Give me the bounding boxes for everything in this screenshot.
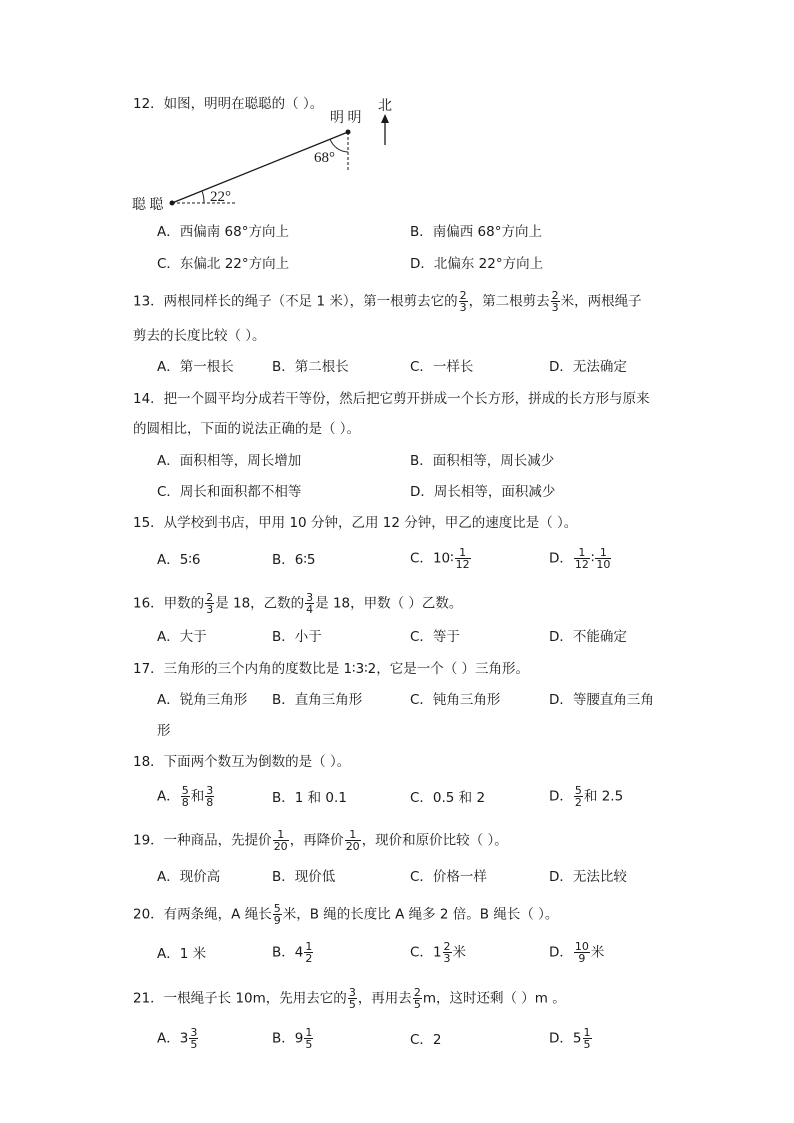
question-18-stem: 18．下面两个数互为倒数的是（ ）。 [133,754,351,770]
q20-option-b[interactable]: B．4 $\frac{1}{2}$ [272,940,313,965]
question-13-stem: 13．两根同样长的绳子（不足 1 米），第一根剪去它的 $\frac{2}{3}$ ，第二根剪去 $\frac{2}{3}$ 米，两根绳子 [133,289,642,314]
fraction: $\frac{3}{4}$ [306,591,314,616]
fraction: $\frac{2}{3}$ [443,940,451,965]
question-21-stem: 21．一根绳子长 10m，先用去它的 $\frac{3}{5}$ ，再用去 $\frac{2}{5}$ m，这时还剩（ ）m 。 [133,986,566,1011]
line-between-people [172,132,348,203]
q17-option-a[interactable]: A．锐角三角形 [157,692,248,708]
q18-option-a[interactable]: A． $\frac{5}{8}$ 和 $\frac{3}{8}$ [157,784,214,809]
fraction: $\frac{3}{8}$ [206,784,214,809]
q12-option-c[interactable]: C．东偏北 22°方向上 [157,256,290,272]
q13-option-d[interactable]: D．无法确定 [549,359,627,375]
q19-option-d[interactable]: D．无法比较 [549,869,627,885]
fraction: $\frac{1}{10}$ [596,546,611,571]
fraction: $\frac{1}{2}$ [305,940,313,965]
q21-option-a[interactable]: A．3 $\frac{3}{5}$ [157,1026,198,1051]
fraction: $\frac{2}{3}$ [551,289,559,314]
q12-option-a[interactable]: A．西偏南 68°方向上 [157,224,289,240]
q13-option-a[interactable]: A．第一根长 [157,359,234,375]
q15-option-a[interactable]: A．5∶6 [157,552,201,568]
question-20-stem: 20．有两条绳，A 绳长 $\frac{5}{9}$ 米，B 绳的长度比 A 绳多 2 倍。B 绳长（ ）。 [133,902,559,927]
q14-option-a[interactable]: A．面积相等，周长增加 [157,453,302,469]
question-12-stem: 12．如图，明明在聪聪的（ ）。 [133,96,324,112]
q12-option-b[interactable]: B．南偏西 68°方向上 [410,224,542,240]
q19-option-b[interactable]: B．现价低 [272,869,336,885]
fraction: $\frac{2}{3}$ [206,591,214,616]
fraction: $\frac{1}{20}$ [345,828,360,853]
fraction: $\frac{2}{3}$ [459,289,467,314]
fraction: $\frac{2}{5}$ [413,986,421,1011]
question-19-stem: 19．一种商品，先提价 $\frac{1}{20}$ ，再降价 $\frac{1}{20}$ ，现价和原价比较（ ）。 [133,828,508,853]
question-17-stem: 17．三角形的三个内角的度数比是 1∶3∶2，它是一个（ ）三角形。 [133,661,530,677]
question-14-line1: 14．把一个圆平均分成若干等份，然后把它剪开拼成一个长方形，拼成的长方形与原来 [133,391,650,407]
mingming-dot [346,130,351,135]
fraction: $\frac{3}{5}$ [348,986,356,1011]
q15-option-c[interactable]: C．10∶ $\frac{1}{12}$ [410,546,470,571]
q19-option-c[interactable]: C．价格一样 [410,869,487,885]
q20-option-a[interactable]: A．1 米 [157,946,207,962]
q16-option-a[interactable]: A．大于 [157,629,207,645]
fraction: $\frac{5}{8}$ [181,784,189,809]
q14-option-c[interactable]: C．周长和面积都不相等 [157,484,302,500]
fraction: $\frac{1}{12}$ [574,546,589,571]
q16-option-b[interactable]: B．小于 [272,629,322,645]
q14-option-d[interactable]: D．周长相等，面积减少 [410,484,556,500]
q21-option-d[interactable]: D．5 $\frac{1}{5}$ [549,1026,591,1051]
north-label: 北 [378,99,392,114]
north-arrow-icon [381,114,389,123]
fraction: $\frac{1}{5}$ [305,1026,313,1051]
fraction: $\frac{1}{12}$ [455,546,470,571]
q21-option-b[interactable]: B．9 $\frac{1}{5}$ [272,1026,313,1051]
fraction: $\frac{3}{5}$ [190,1026,198,1051]
q18-option-c[interactable]: C．0.5 和 2 [410,790,486,806]
direction-diagram [128,90,408,215]
q18-option-d[interactable]: D． $\frac{5}{2}$ 和 2.5 [549,784,624,809]
fraction: $\frac{5}{9}$ [273,902,281,927]
angle-22-arc [202,191,204,203]
q16-option-c[interactable]: C．等于 [410,629,460,645]
q18-option-b[interactable]: B．1 和 0.1 [272,790,347,806]
question-13-line2: 剪去的长度比较（ ）。 [133,328,266,344]
q13-option-b[interactable]: B．第二根长 [272,359,349,375]
congcong-dot [170,201,175,206]
question-14-line2: 的圆相比，下面的说法正确的是（ ）。 [133,421,361,437]
mingming-label: 明 明 [330,111,362,126]
q12-option-d[interactable]: D．北偏东 22°方向上 [410,256,544,272]
q15-option-b[interactable]: B．6∶5 [272,552,316,568]
q16-option-d[interactable]: D．不能确定 [549,629,627,645]
q20-option-d[interactable]: D． $\frac{10}{9}$ 米 [549,940,605,965]
question-16-stem: 16．甲数的 $\frac{2}{3}$ 是 18，乙数的 $\frac{3}{4}$ 是 18，甲数（ ）乙数。 [133,591,463,616]
angle-68-label: 68° [314,150,335,166]
q17-option-b[interactable]: B．直角三角形 [272,692,363,708]
angle-22-label: 22° [210,189,231,205]
fraction: $\frac{1}{5}$ [583,1026,591,1051]
fraction: $\frac{1}{20}$ [273,828,288,853]
question-15-stem: 15．从学校到书店，甲用 10 分钟，乙用 12 分钟，甲乙的速度比是（ ）。 [133,515,578,531]
congcong-label: 聪 聪 [132,198,164,213]
fraction: $\frac{10}{9}$ [574,940,589,965]
q20-option-c[interactable]: C．1 $\frac{2}{3}$ 米 [410,940,467,965]
q17-option-d[interactable]: D．等腰直角三角 [549,692,654,708]
fraction: $\frac{5}{2}$ [574,784,582,809]
q17-option-c[interactable]: C．钝角三角形 [410,692,501,708]
q13-option-c[interactable]: C．一样长 [410,359,474,375]
q14-option-b[interactable]: B．面积相等，周长减少 [410,453,555,469]
q17-option-d-wrap: 形 [157,723,171,739]
q21-option-c[interactable]: C．2 [410,1032,442,1048]
q15-option-d[interactable]: D． $\frac{1}{12}$ ∶ $\frac{1}{10}$ [549,546,611,571]
q19-option-a[interactable]: A．现价高 [157,869,221,885]
